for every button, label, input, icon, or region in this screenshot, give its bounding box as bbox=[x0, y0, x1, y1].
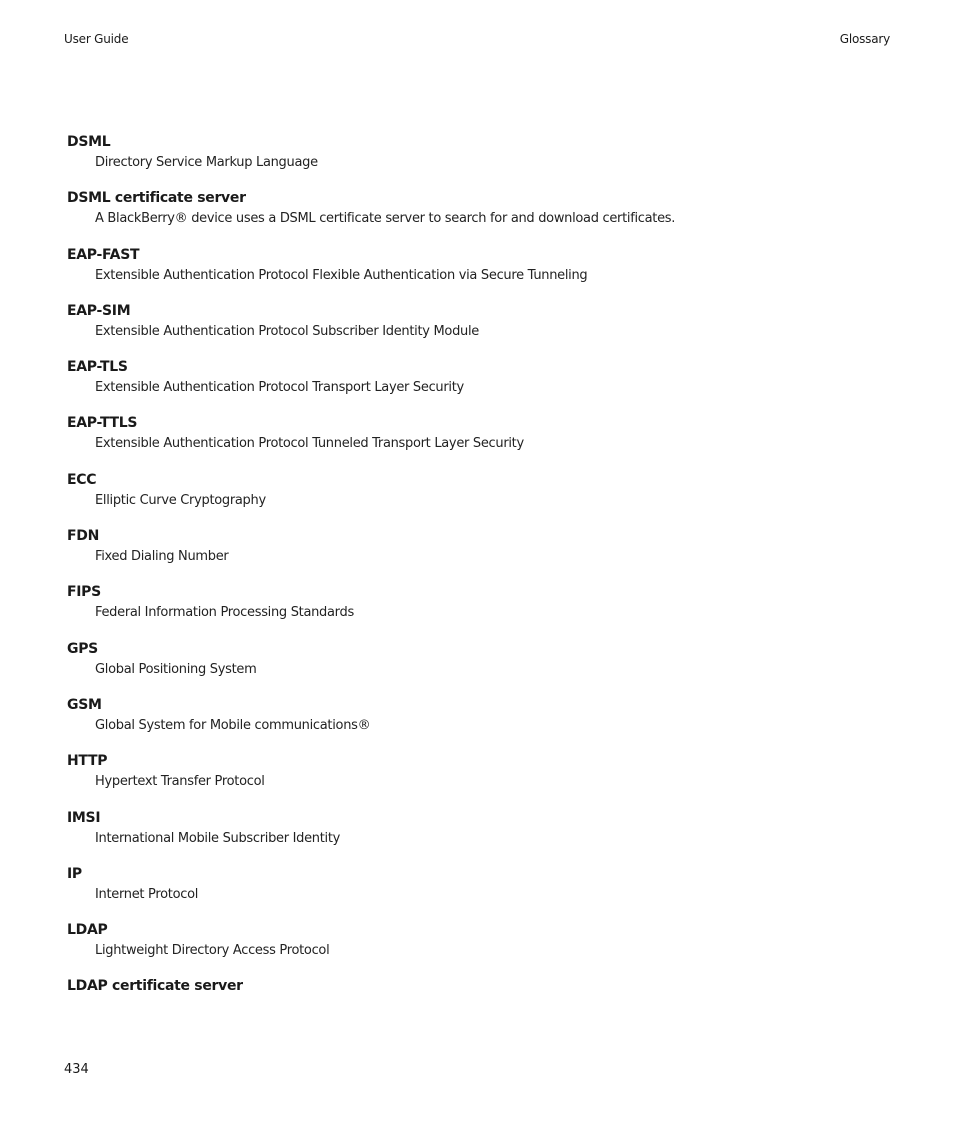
glossary-entry bbox=[67, 470, 887, 526]
glossary-definition: Elliptic Curve Cryptography bbox=[95, 492, 266, 508]
glossary-entry bbox=[67, 976, 887, 1032]
glossary-entry bbox=[67, 526, 887, 582]
glossary-term: IMSI bbox=[67, 809, 101, 826]
glossary-list bbox=[67, 132, 887, 1033]
glossary-entry bbox=[67, 920, 887, 976]
glossary-definition: Federal Information Processing Standards bbox=[95, 605, 354, 621]
glossary-entry bbox=[67, 695, 887, 751]
glossary-term: LDAP certificate server bbox=[67, 978, 243, 995]
glossary-entry bbox=[67, 808, 887, 864]
glossary-term: ECC bbox=[67, 471, 97, 488]
glossary-definition: A BlackBerry® device uses a DSML certificate server to search for and download certificates. bbox=[95, 211, 676, 227]
glossary-term: DSML bbox=[67, 134, 111, 150]
glossary-entry bbox=[67, 132, 887, 188]
glossary-term: EAP-SIM bbox=[67, 302, 131, 319]
glossary-entry bbox=[67, 751, 887, 807]
glossary-definition: Extensible Authentication Protocol Tunneled Transport Layer Security bbox=[95, 436, 524, 452]
glossary-term: GSM bbox=[67, 696, 102, 713]
glossary-definition: Extensible Authentication Protocol Transport Layer Security bbox=[95, 380, 464, 396]
glossary-definition: Global System for Mobile communications® bbox=[95, 717, 371, 733]
glossary-definition: Global Positioning System bbox=[95, 661, 257, 677]
glossary-entry bbox=[67, 413, 887, 469]
glossary-definition: Fixed Dialing Number bbox=[95, 549, 229, 565]
glossary-entry bbox=[67, 639, 887, 695]
glossary-term: IP bbox=[67, 865, 82, 882]
running-header-section: Glossary bbox=[839, 32, 890, 46]
glossary-term: EAP-FAST bbox=[67, 246, 140, 263]
glossary-entry bbox=[67, 357, 887, 413]
glossary-term: HTTP bbox=[67, 753, 108, 770]
glossary-definition: Extensible Authentication Protocol Flexible Authentication via Secure Tunneling bbox=[95, 267, 588, 283]
glossary-entry bbox=[67, 582, 887, 638]
glossary-definition: Directory Service Markup Language bbox=[95, 155, 318, 170]
glossary-entry bbox=[67, 245, 887, 301]
glossary-entry bbox=[67, 188, 887, 244]
glossary-definition: Lightweight Directory Access Protocol bbox=[95, 943, 330, 959]
glossary-term: FDN bbox=[67, 528, 100, 545]
glossary-term: LDAP bbox=[67, 922, 108, 939]
page-number: 434 bbox=[64, 1062, 89, 1077]
glossary-term: DSML certificate server bbox=[67, 190, 246, 207]
glossary-term: EAP-TTLS bbox=[67, 415, 138, 432]
glossary-term: EAP-TLS bbox=[67, 359, 128, 376]
glossary-definition: Hypertext Transfer Protocol bbox=[95, 774, 265, 790]
running-header-title: User Guide bbox=[64, 32, 129, 46]
glossary-definition: Internet Protocol bbox=[95, 886, 199, 902]
glossary-entry bbox=[67, 864, 887, 920]
glossary-definition: International Mobile Subscriber Identity bbox=[95, 830, 341, 846]
glossary-entry bbox=[67, 301, 887, 357]
glossary-definition: Extensible Authentication Protocol Subscriber Identity Module bbox=[95, 323, 479, 339]
glossary-term: FIPS bbox=[67, 584, 101, 601]
glossary-term: GPS bbox=[67, 640, 98, 657]
